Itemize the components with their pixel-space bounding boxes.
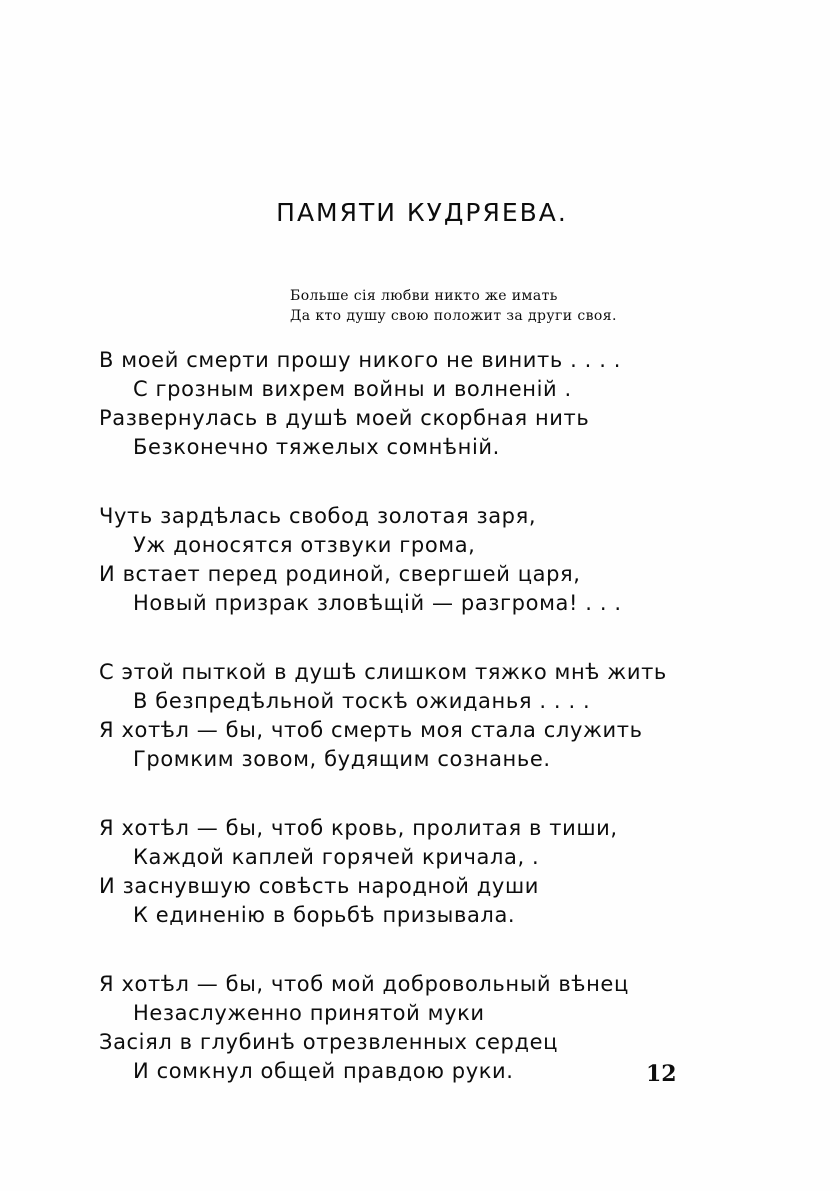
poem-line: Незаслуженно принятой муки <box>133 1001 485 1025</box>
poem-line: Уж доносятся отзвуки грома, <box>133 533 476 557</box>
stanza <box>99 814 667 930</box>
stanza <box>99 502 667 618</box>
poem-line: К единенію в борьбѣ призывала. <box>133 903 516 927</box>
stanza <box>99 658 667 774</box>
poem-line: Громким зовом, будящим сознанье. <box>133 747 551 771</box>
poem-line: Чуть зардѣлась свобод золотая заря, <box>99 504 537 528</box>
epigraph-line: Больше сія любви никто же имать <box>290 288 558 304</box>
epigraph <box>290 286 617 326</box>
poem-line: И заснувшую совѣсть народной души <box>99 874 540 898</box>
poem-line: Я хотѣл — бы, чтоб кровь, пролитая в тиши, <box>99 816 618 840</box>
poem-line: Развернулась в душѣ моей скорбная нить <box>99 406 590 430</box>
page-number: 12 <box>646 1061 677 1087</box>
poem-line: Я хотѣл — бы, чтоб смерть моя стала служить <box>99 718 643 742</box>
stanza <box>99 970 667 1086</box>
poem-line: Новый призрак зловѣщій — разгрома! . . . <box>133 591 622 615</box>
poem-title: ПАМЯТИ КУДРЯЕВА. <box>276 198 568 227</box>
poem-line: С этой пыткой в душѣ слишком тяжко мнѣ жить <box>99 660 667 684</box>
poem-line: С грозным вихрем войны и волненій . <box>133 377 572 401</box>
poem-line: В безпредѣльной тоскѣ ожиданья . . . . <box>133 689 591 713</box>
poem-line: И сомкнул общей правдою руки. <box>133 1059 514 1083</box>
poem-line: Я хотѣл — бы, чтоб мой добровольный вѣнец <box>99 972 629 996</box>
poem-line: Каждой каплей горячей кричала, . <box>133 845 540 869</box>
poem-line: В моей смерти прошу никого не винить . . . . <box>99 348 622 372</box>
stanza <box>99 346 667 462</box>
poem-body <box>99 346 667 1126</box>
poem-line: И встает перед родиной, свергшей царя, <box>99 562 581 586</box>
epigraph-line: Да кто душу свою положит за други своя. <box>290 308 617 324</box>
poem-line: Безконечно тяжелых сомнѣній. <box>133 435 500 459</box>
poem-line: Засіял в глубинѣ отрезвленных сердец <box>99 1030 558 1054</box>
